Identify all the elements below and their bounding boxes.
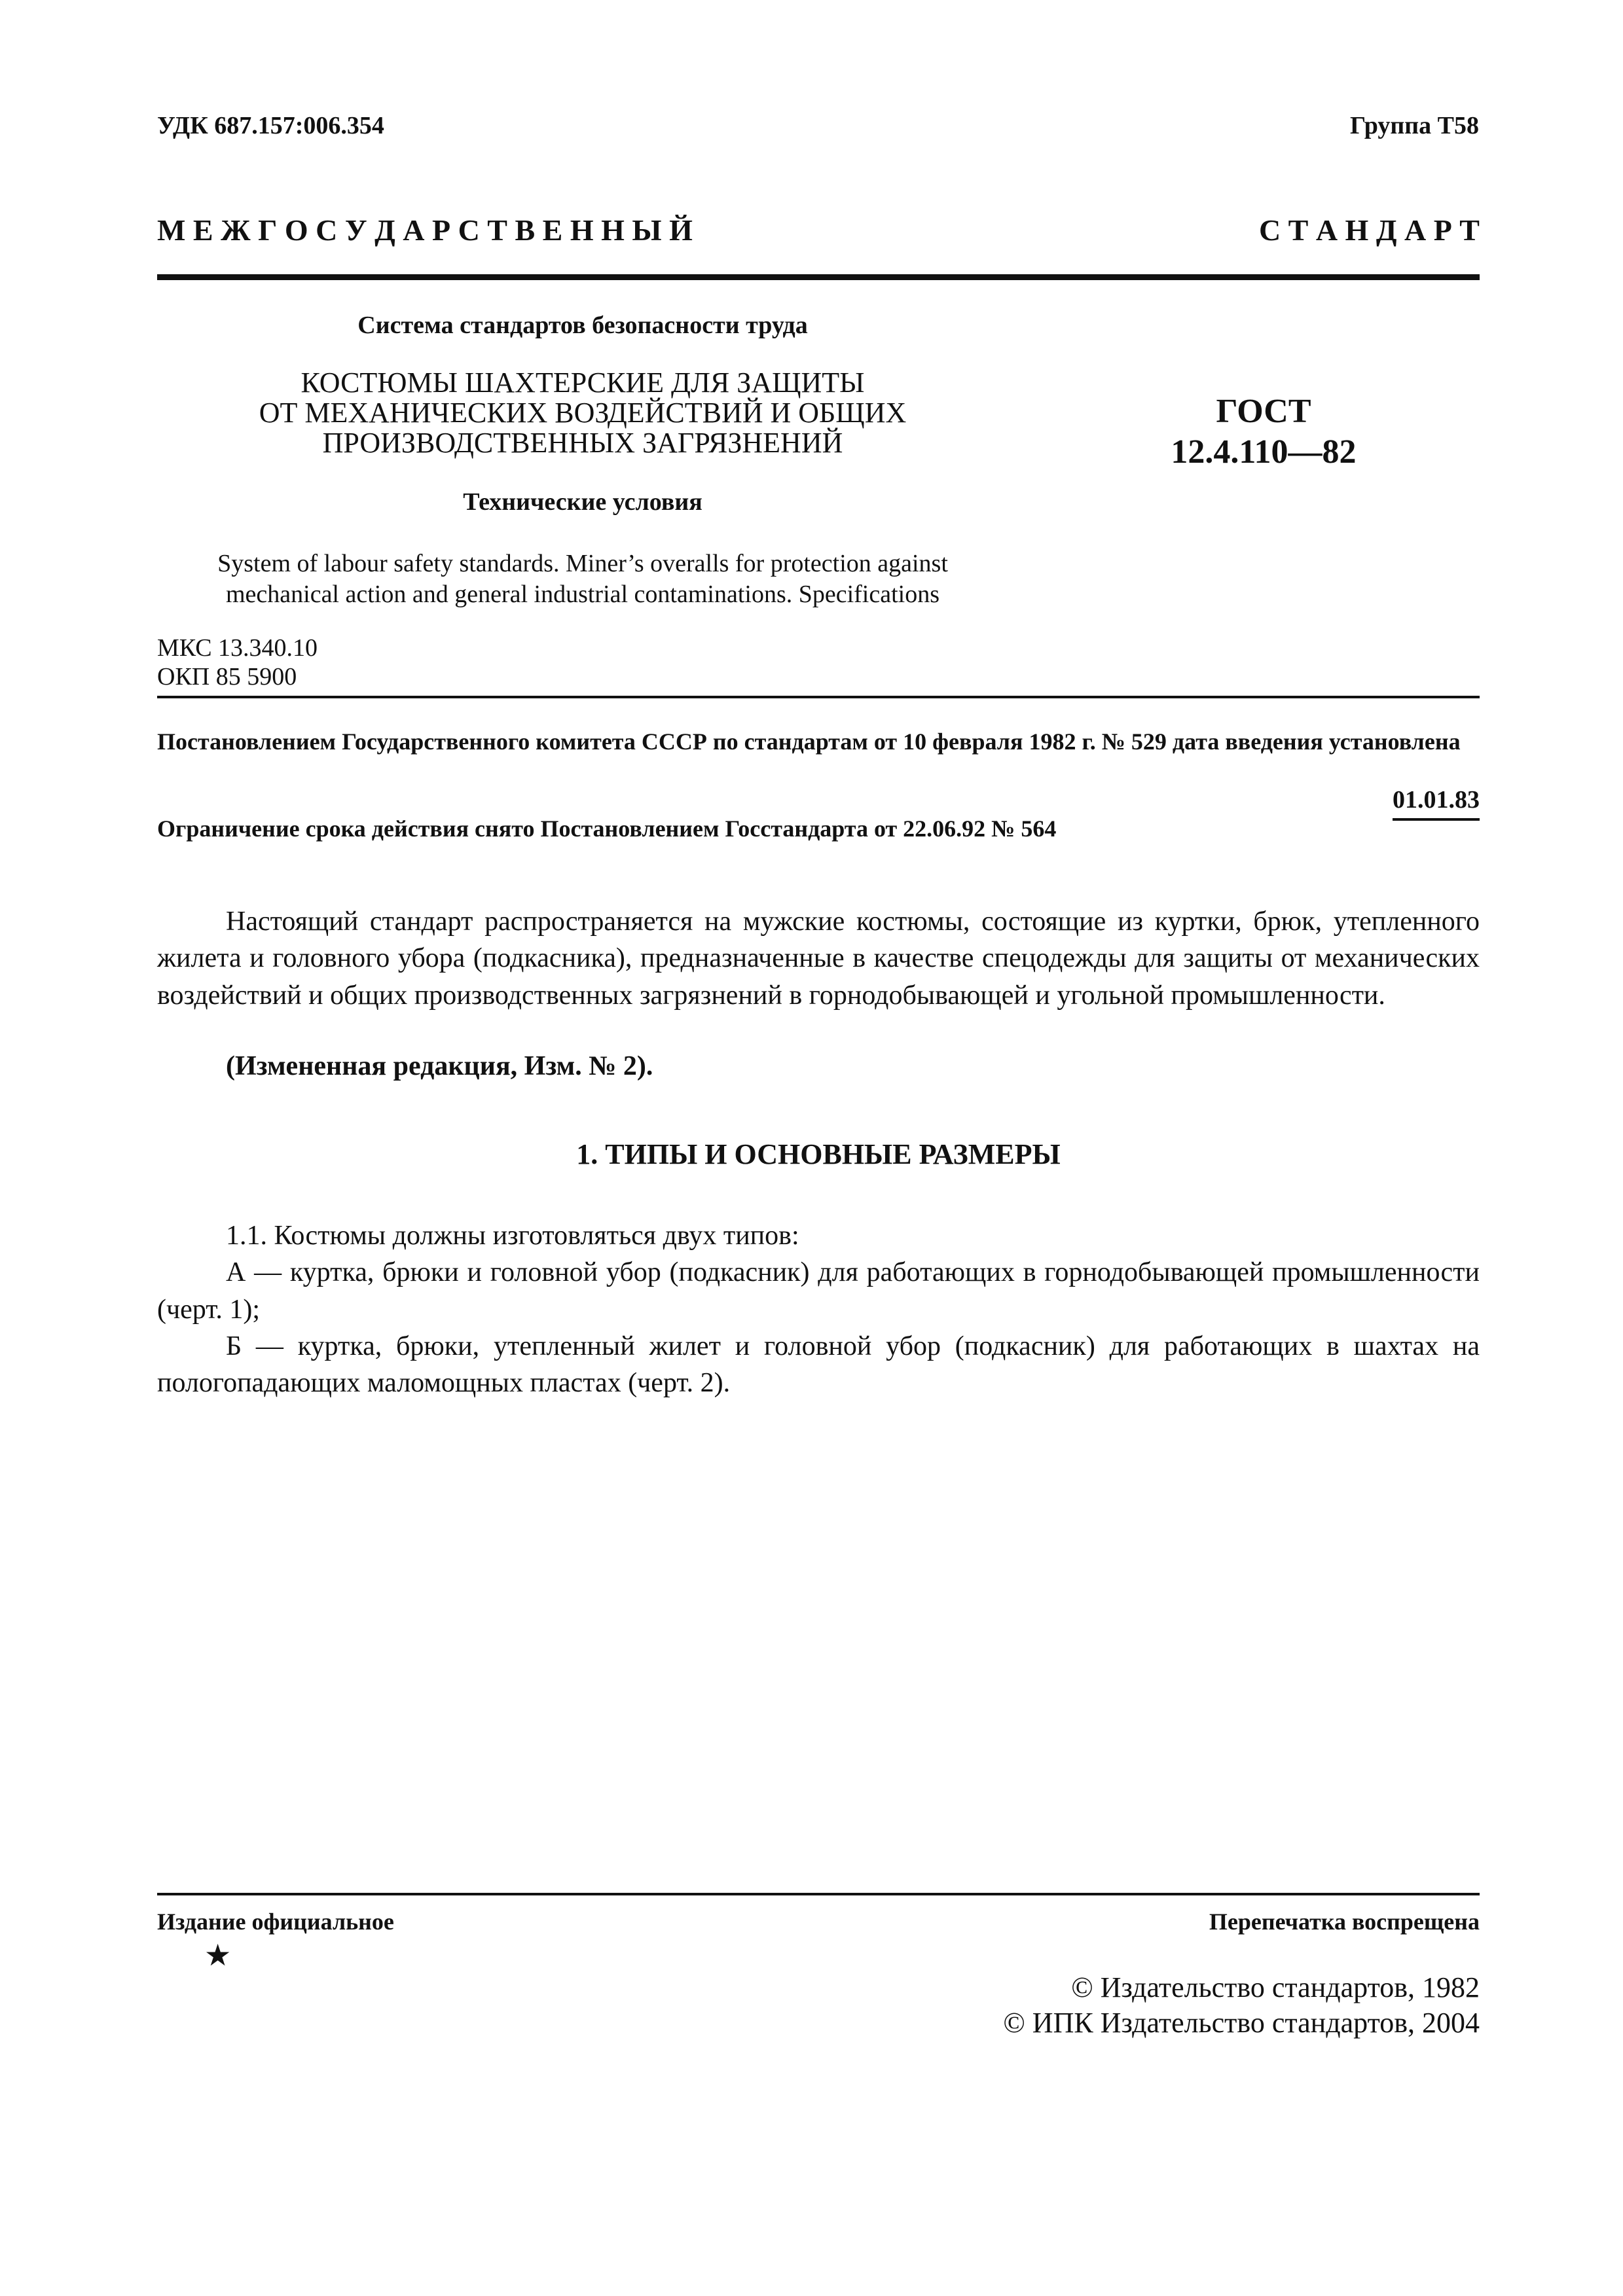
copyright-line: © ИПК Издательство стандартов, 2004 (1003, 2006, 1480, 2039)
mks-code: МКС 13.340.10 (157, 634, 318, 662)
scope-paragraph: Настоящий стандарт распространяется на мужские костюмы, состоящие из куртки, брюк, утепленного жилета и головного убора (подкасника), предназначенные в качестве спецодежды для защиты от механических воздействий и общих производственных загрязнений в горнодобывающей и угольной промышленности. (157, 906, 1480, 1011)
gost-label: ГОСТ (1216, 393, 1311, 430)
title-line: ОТ МЕХАНИЧЕСКИХ ВОЗДЕЙСТВИЙ И ОБЩИХ (259, 396, 907, 429)
copyright-block (1003, 1970, 1480, 2040)
decree-text: Постановлением Государственного комитета СССР по стандартам от 10 февраля 1982 г. № 529 дата введения установлена (157, 728, 1461, 755)
introduction-date: 01.01.83 (1393, 785, 1480, 821)
amendment-note: (Измененная редакция, Изм. № 2). (226, 1051, 653, 1081)
udc-code: УДК 687.157:006.354 (157, 112, 384, 139)
reprint-prohibited-label: Перепечатка воспрещена (1209, 1909, 1480, 1935)
title-line: КОСТЮМЫ ШАХТЕРСКИЕ ДЛЯ ЗАЩИТЫ (301, 367, 865, 399)
copyright-line: © Издательство стандартов, 1982 (1071, 1971, 1480, 2003)
document-title (157, 368, 1008, 457)
interstate-standard-banner (157, 213, 1480, 247)
group-code: Группа Т58 (1349, 112, 1479, 139)
banner-word-standard: С Т А Н Д А Р Т (1258, 213, 1480, 247)
title-line: ПРОИЗВОДСТВЕННЫХ ЗАГРЯЗНЕНИЙ (322, 426, 843, 459)
english-title-line: mechanical action and general industrial contaminations. Specifications (225, 581, 939, 609)
document-subtitle: Технические условия (463, 488, 702, 516)
system-name: Система стандартов безопасности труда (357, 312, 808, 339)
footer-rule (157, 1893, 1480, 1895)
classification-codes (157, 634, 318, 691)
star-icon: ★ (204, 1939, 232, 1972)
banner-word-interstate: М Е Ж Г О С У Д А Р С Т В Е Н Н Ы Й (157, 213, 693, 247)
english-title (157, 548, 1008, 610)
section-heading: 1. ТИПЫ И ОСНОВНЫЕ РАЗМЕРЫ (576, 1138, 1061, 1170)
title-bottom-rule (157, 696, 1480, 698)
gost-number: 12.4.110—82 (1171, 433, 1357, 471)
official-edition-label: Издание официальное (157, 1909, 394, 1935)
section-body (157, 1217, 1480, 1401)
okp-code: ОКП 85 5900 (157, 663, 297, 691)
english-title-line: System of labour safety standards. Miner’s overalls for protection against (217, 550, 948, 577)
limitation-note: Ограничение срока действия снято Постановлением Госстандарта от 22.06.92 № 564 (157, 816, 1057, 842)
paragraph: Б — куртка, брюки, утепленный жилет и головной убор (подкасник) для работающих в шахтах на пологопадающих маломощных пластах (черт. 2). (157, 1331, 1480, 1399)
paragraph: А — куртка, брюки и головной убор (подкасник) для работающих в горнодобывающей промышленности (черт. 1); (157, 1257, 1480, 1325)
gost-designation (1113, 391, 1414, 473)
paragraph: 1.1. Костюмы должны изготовляться двух типов: (226, 1221, 799, 1251)
top-thick-rule (157, 274, 1480, 280)
